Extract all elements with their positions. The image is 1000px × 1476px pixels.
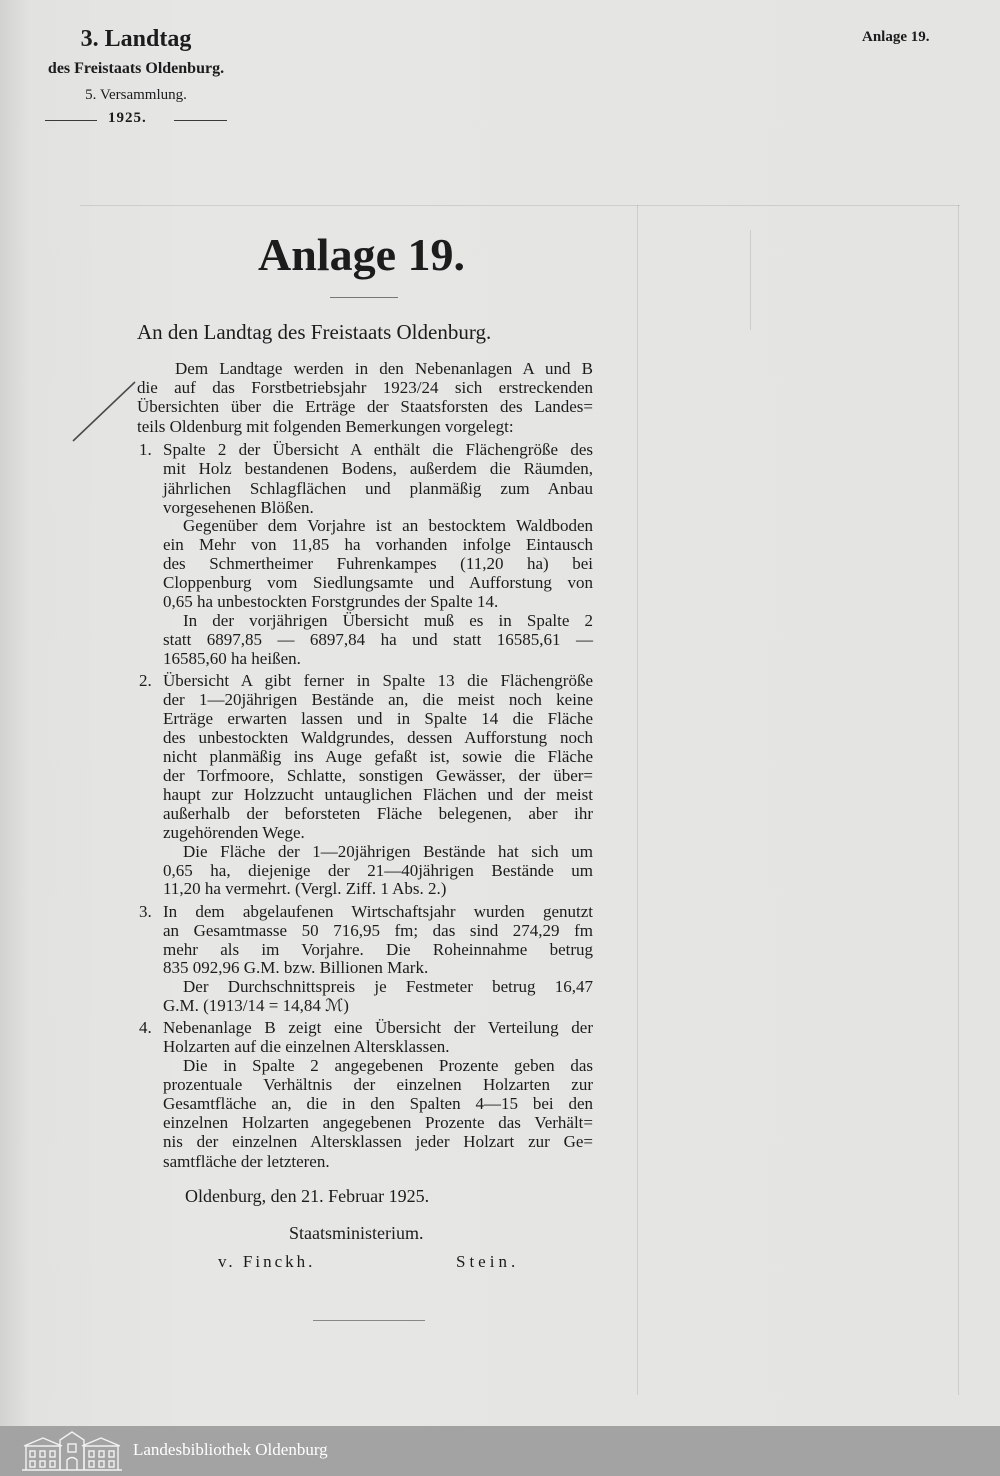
item-line: Gesamtfläche an, die in den Spalten 4—15 bei den (163, 1094, 593, 1113)
item-line: Die in Spalte 2 angegebenen Prozente geben das (183, 1056, 593, 1075)
item-line: der 1—20jährigen Bestände an, die meist noch keine (163, 690, 593, 709)
item-line: Der Durchschnittspreis je Festmeter betrug 16,47 (183, 977, 593, 996)
item-line: Cloppenburg vom Siedlungsamte und Aufforstung von (163, 573, 593, 592)
item-line: samtfläche der letzteren. (163, 1152, 330, 1171)
item-number: 4. (139, 1018, 152, 1037)
item-line: vorgesehenen Blößen. (163, 498, 314, 517)
page-title: Anlage 19. (258, 229, 465, 280)
item-line: Die Fläche der 1—20jährigen Bestände hat sich um (183, 842, 593, 861)
item-line: 835 092,96 G.M. bzw. Billionen Mark. (163, 958, 429, 977)
state-heading: des Freistaats Oldenburg. (47, 60, 225, 77)
assembly-heading: 5. Versammlung. (85, 87, 187, 103)
year-rule-right (174, 120, 227, 121)
item-number: 1. (139, 440, 152, 459)
item-line: haupt zur Holzzucht untauglichen Flächen und der meist (163, 785, 593, 804)
item-line: In der vorjährigen Übersicht muß es in Spalte 2 (183, 611, 593, 630)
bleed-through-line (750, 230, 751, 330)
intro-line: Dem Landtage werden in den Nebenanlagen A und B (175, 359, 593, 378)
item-line: des unbestockten Waldgrundes, dessen Aufforstung noch (163, 728, 593, 747)
item-line: In dem abgelaufenen Wirtschaftsjahr wurden genutzt (163, 902, 593, 921)
year-rule-left (45, 120, 97, 121)
item-line: Gegenüber dem Vorjahre ist an bestocktem Waldboden (183, 516, 593, 535)
library-footer (0, 1426, 1000, 1476)
item-line: Übersicht A gibt ferner in Spalte 13 die Flächengröße (163, 671, 593, 690)
bleed-through-line (637, 205, 638, 1395)
item-line: einzelnen Holzarten angegebenen Prozente das Verhält= (163, 1113, 593, 1132)
item-line: 16585,60 ha heißen. (163, 649, 301, 668)
item-line: G.M. (1913/14 = 14,84 ℳ) (163, 996, 349, 1015)
closing-rule (313, 1320, 425, 1321)
item-line: der Torfmoore, Schlatte, sonstigen Gewässer, der über= (163, 766, 593, 785)
place-date: Oldenburg, den 21. Februar 1925. (185, 1186, 430, 1206)
item-line: ein Mehr von 11,85 ha vorhanden infolge Eintausch (163, 535, 593, 554)
item-line: jährlichen Schlagflächen und planmäßig zum Anbau (163, 479, 593, 498)
ministry-name: Staatsministerium. (289, 1223, 424, 1243)
library-building-icon (20, 1430, 124, 1472)
item-line: zugehörenden Wege. (163, 823, 305, 842)
intro-line: Übersichten über die Erträge der Staatsforsten des Landes= (137, 397, 593, 416)
intro-line: die auf das Forstbetriebsjahr 1923/24 sich erstreckenden (137, 378, 593, 397)
intro-line: teils Oldenburg mit folgenden Bemerkungen vorgelegt: (137, 417, 514, 436)
session-heading: 3. Landtag (80, 26, 192, 52)
item-line: nis der einzelnen Altersklassen jeder Holzart zur Ge= (163, 1132, 593, 1151)
item-line: Holzarten auf die einzelnen Altersklassen. (163, 1037, 450, 1056)
item-line: mit Holz bestandenen Bodens, außerdem die Räumden, (163, 459, 593, 478)
bleed-through-line (958, 205, 959, 1395)
item-line: außerhalb der beforsteten Fläche belegenen, aber ihr (163, 804, 593, 823)
item-line: des Schmertheimer Fuhrenkampes (11,20 ha) bei (163, 554, 593, 573)
item-line: Nebenanlage B zeigt eine Übersicht der Verteilung der (163, 1018, 593, 1037)
item-line: nicht planmäßig ins Auge gefaßt ist, sowie die Fläche (163, 747, 593, 766)
item-line: 11,20 ha vermehrt. (Vergl. Ziff. 1 Abs. 2.) (163, 879, 447, 898)
item-number: 2. (139, 671, 152, 690)
item-number: 3. (139, 902, 152, 921)
annex-label: Anlage 19. (862, 29, 930, 45)
item-line: 0,65 ha, diejenige der 21—40jährigen Bestände um (163, 861, 593, 880)
title-rule (330, 297, 398, 298)
item-line: Erträge erwarten lassen und in Spalte 14 die Fläche (163, 709, 593, 728)
item-line: mehr als im Vorjahre. Die Roheinnahme betrug (163, 940, 593, 959)
signatory-name: v. Finckh. (218, 1252, 316, 1271)
item-line: statt 6897,85 — 6897,84 ha und statt 16585,61 — (163, 630, 593, 649)
item-line: an Gesamtmasse 50 716,95 fm; das sind 274,29 fm (163, 921, 593, 940)
item-line: Spalte 2 der Übersicht A enthält die Flächengröße des (163, 440, 593, 459)
addressee: An den Landtag des Freistaats Oldenburg. (137, 320, 492, 344)
signatory-name: Stein. (456, 1252, 520, 1271)
bleed-through-line (80, 205, 960, 206)
item-line: 0,65 ha unbestockten Forstgrundes der Spalte 14. (163, 592, 499, 611)
item-line: prozentuale Verhältnis der einzelnen Holzarten zur (163, 1075, 593, 1094)
library-name: Landesbibliothek Oldenburg (133, 1440, 328, 1459)
year-label: 1925. (108, 110, 147, 126)
